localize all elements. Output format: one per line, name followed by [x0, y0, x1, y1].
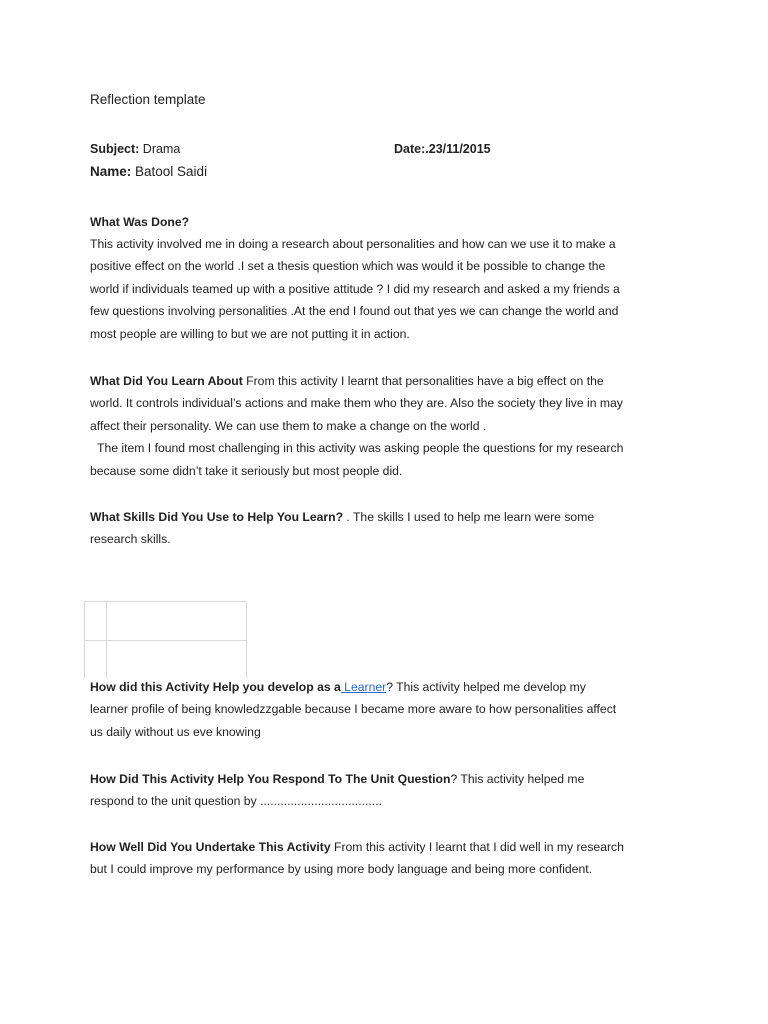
- section-develop-body: ? This activity helped me develop my learner profile of being knowledzzgable because I became more aware to how personalities affect us daily without us eve knowing: [90, 680, 617, 739]
- section-unit: [90, 768, 625, 813]
- empty-table: [84, 601, 247, 678]
- section-skills-heading: What Skills Did You Use to Help You Learn?: [90, 510, 344, 524]
- section-done-body: This activity involved me in doing a research about personalities and how can we use it to make a positive effect on the world .I set a thesis question which was would it be possible to change the world if individuals teamed up with a positive attitude ? I did my research and asked a my friends a few questions involving personalities .At the end I found out that yes we can change the world and most people are willing to but we are not putting it in action.: [90, 237, 620, 341]
- section-develop: [90, 676, 625, 743]
- section-learn: [90, 370, 625, 482]
- name-label: Name:: [90, 164, 132, 179]
- name-value: Batool Saidi: [131, 164, 208, 179]
- subject-label: Subject:: [90, 142, 140, 156]
- section-undertake-body: From this activity I learnt that I did well in my research but I could improve my performance by using more body language and being more confident.: [90, 840, 624, 877]
- section-skills-body: . The skills I used to help me learn were some research skills.: [90, 510, 595, 547]
- subject-value: Drama: [139, 142, 181, 156]
- date-line: [394, 142, 491, 156]
- section-undertake-heading: How Well Did You Undertake This Activity: [90, 840, 331, 854]
- section-learn-body: From this activity I learnt that personalities have a big effect on the world. It controls individual’s actions and make them who they are. Also the society they live in may affect their personality. We can use them to make a change on the world .: [90, 374, 623, 433]
- table-divider-horizontal: [85, 640, 246, 641]
- name-line: [90, 164, 207, 179]
- section-undertake: [90, 836, 625, 881]
- learner-link[interactable]: Learner: [340, 680, 387, 694]
- document-title: Reflection template: [90, 92, 206, 107]
- section-skills: [90, 506, 625, 551]
- section-develop-heading: How did this Activity Help you develop as a: [90, 680, 341, 694]
- section-unit-heading: How Did This Activity Help You Respond To The Unit Question: [90, 772, 451, 786]
- date-value: .23/11/2015: [425, 142, 491, 156]
- date-label: Date:: [394, 142, 426, 156]
- section-learn-heading: What Did You Learn About: [90, 374, 243, 388]
- section-done-heading: What Was Done?: [90, 215, 190, 229]
- subject-line: [90, 142, 180, 156]
- section-unit-body: ? This activity helped me respond to the unit question by ....................................: [90, 772, 585, 809]
- section-learn-body2: The item I found most challenging in this activity was asking people the questions for my research because some didn’t take it seriously but most people did.: [90, 441, 624, 478]
